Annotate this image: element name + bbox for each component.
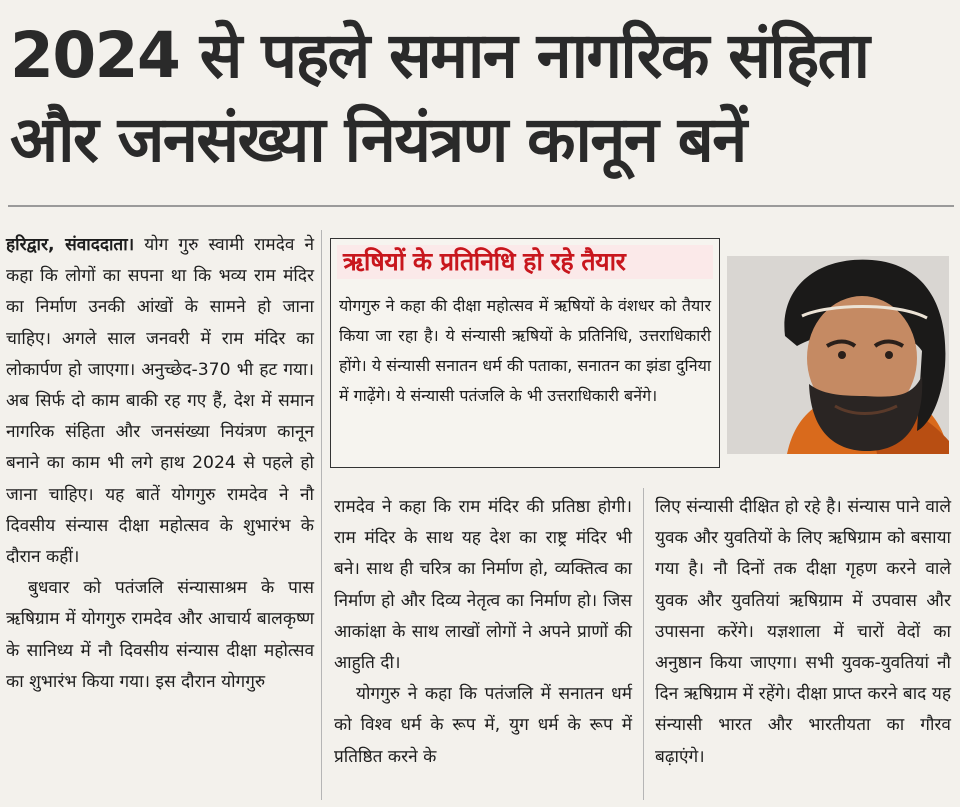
column-3-paragraph-1: लिए संन्यासी दीक्षित हो रहे है। संन्यास पाने वाले युवक और युवतियों के लिए ऋषिग्राम को बसाया गया है। नौ दिनों तक दीक्षा गृहण करने वाले युवक और युवतियां ऋषिग्राम में उपवास और उपासना करेंगे। यज्ञशाला में चारों वेदों का अनुष्ठान किया जाएगा। सभी युवक-युवतियां नौ दिन ऋषिग्राम में रहेंगे। दीक्षा प्राप्त करने बाद यह संन्यासी भारत और भारतीयता का गौरव बढ़ाएंगे।: [655, 497, 951, 767]
headline-line-1: 2024 से पहले समान नागरिक संहिता: [10, 19, 869, 92]
sidebar-box-body: योगगुरु ने कहा की दीक्षा महोत्सव में ऋषियों के वंशधर को तैयार किया जा रहा है। ये संन्यासी ऋषियों के प्रतिनिधि, उत्तराधिकारी होंगे। ये संन्यासी सनातन धर्म की पताका, सनातन का झंडा दुनिया में गाढ़ेंगे। ये संन्यासी पतंजलि के भी उत्तराधिकारी बनेंगे।: [339, 296, 711, 405]
sidebar-box-title: ऋषियों के प्रतिनिधि हो रहे तैयार: [337, 245, 713, 279]
column-1-paragraph-2: बुधवार को पतंजलि संन्यासाश्रम के पास ऋषिग्राम में योगगुरु रामदेव और आचार्य बालकृष्ण के सानिध्य में नौ दिवसीय संन्यास दीक्षा महोत्सव का शुभारंभ किया गया। इस दौरान योगगुरु: [6, 578, 314, 692]
article-column-3: [655, 492, 951, 773]
column-2-paragraph-2: योगगुरु ने कहा कि पतंजलि में सनातन धर्म को विश्व धर्म के रूप में, युग धर्म के रूप में प्रतिष्ठित करने के: [334, 684, 632, 767]
article-column-2: [334, 492, 632, 773]
dateline: हरिद्वार, संवाददाता।: [6, 235, 135, 255]
headline-line-2: और जनसंख्या नियंत्रण कानून बनें: [10, 103, 746, 176]
article-column-1: [6, 230, 314, 698]
column-2-paragraph-1: रामदेव ने कहा कि राम मंदिर की प्रतिष्ठा होगी। राम मंदिर के साथ यह देश का राष्ट्र मंदिर भी बने। साथ ही चरित्र का निर्माण हो, व्यक्तित्व का निर्माण हो और दिव्य नेतृत्व का निर्माण हो। जिस आकांक्षा के साथ लाखों लोगों ने अपने प्राणों की आहुति दी।: [334, 497, 632, 674]
headline-rule: [8, 205, 954, 207]
column-divider-1: [321, 230, 322, 800]
headline: [10, 14, 955, 182]
ramdev-photo: [727, 256, 949, 454]
column-1-paragraph-1: योग गुरु स्वामी रामदेव ने कहा कि लोगों का सपना था कि भव्य राम मंदिर का निर्माण उनकी आंखों के सामने हो जाना चाहिए। अगले साल जनवरी में राम मंदिर का लोकार्पण हो जाएगा। अनुच्छेद-370 भी हट गया। अब सिर्फ दो काम बाकी रह गए हैं, देश में समान नागरिक संहिता और जनसंख्या नियंत्रण कानून बनाने का काम भी लगे हाथ 2024 से पहले हो जाना चाहिए। यह बातें योगगुरु रामदेव ने नौ दिवसीय संन्यास दीक्षा महोत्सव के शुभारंभ के दौरान कहीं।: [6, 235, 314, 568]
column-divider-2: [643, 488, 644, 800]
sidebar-box: [330, 238, 720, 468]
